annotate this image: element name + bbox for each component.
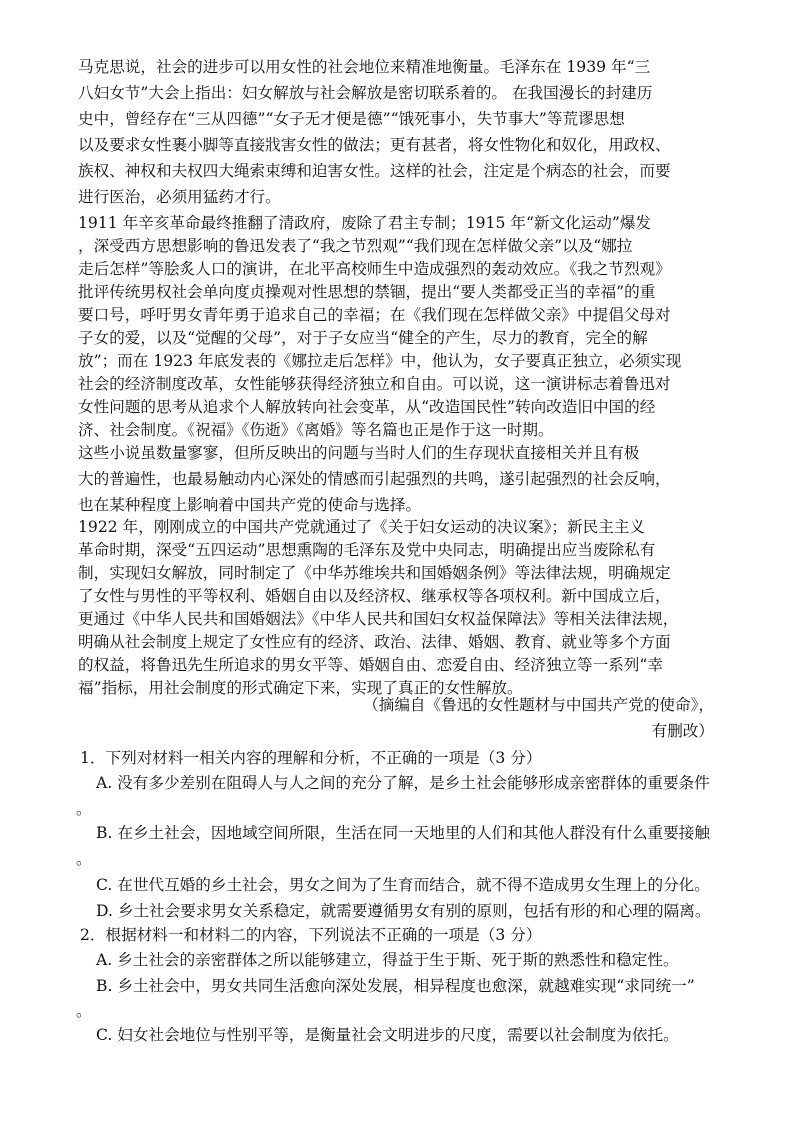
question-2: [80, 922, 720, 948]
option-b: B. 乡土社会中，男女共同生活愈向深处发展，相异程度也愈深，就越难实现“求同统一”: [96, 977, 695, 995]
text-line: 1922 年，刚刚成立的中国共产党就通过了《关于妇女运动的决议案》；新民主主义: [78, 518, 646, 536]
text-line: 子女的爱，以及“觉醒的父母”，对于子女应当“健全的产生，尽力的教育，完全的解: [78, 329, 648, 347]
question-1: [80, 745, 720, 771]
paragraph-2: [78, 212, 718, 442]
text-line: 明确从社会制度上规定了女性应有的经济、政治、法律、婚姻、教育、就业等多个方面: [78, 633, 671, 651]
text-line: 进行医治，必须用猛药才行。: [78, 188, 281, 206]
option-a-continuation: [76, 796, 716, 822]
option-a: A. 乡土社会的亲密群体之所以能够建立，得益于生于斯、死于斯的熟悉性和稳定性。: [96, 951, 679, 969]
text-line: 以及要求女性裹小脚等直接戕害女性的做法；更有甚者，将女性物化和奴化，用政权、: [78, 136, 671, 154]
text-line: 史中，曾经存在“三从四德”“女子无才便是德”“饿死事小，失节事大”等荒谬思想: [78, 110, 625, 128]
source-citation: [78, 692, 714, 744]
q2-option-c-wrap: [96, 1022, 720, 1048]
text-line: 济、社会制度。《祝福》《伤逝》《离婚》等名篇也正是作于这一时期。: [78, 421, 554, 439]
q2-option-b-wrap: [96, 973, 720, 999]
text-line: 制，实现妇女解放，同时制定了《中华苏维埃共和国婚姻条例》等法律法规，明确规定: [78, 564, 671, 582]
text-line: 。: [76, 1002, 92, 1020]
q2-option-b-continuation: [76, 998, 716, 1024]
text-line: 了女性与男性的平等权利、婚姻自由以及经济权、继承权等各项权利。新中国成立后，: [78, 587, 671, 605]
paragraph-3: [78, 440, 718, 518]
q2-option-a-wrap: [96, 947, 720, 973]
text-line: 大的普遍性，也最易触动内心深处的情感而引起强烈的共鸣，遂引起强烈的社会反响，: [78, 470, 671, 488]
question-stem: 1．下列对材料一相关内容的理解和分析，不正确的一项是（3 分）: [80, 749, 542, 767]
text-line: 更通过《中华人民共和国婚姻法》《中华人民共和国妇女权益保障法》等相关法律法规，: [78, 610, 679, 628]
question-1-options: [96, 770, 720, 796]
text-line: 也在某种程度上影响着中国共产党的使命与选择。: [78, 496, 422, 514]
text-line: ，深受西方思想影响的鲁迅发表了“我之节烈观”“我们现在怎样做父亲”以及“娜拉: [78, 237, 633, 255]
text-line: 批评传统男权社会单向度贞操观对性思想的禁锢，提出“要人类都受正当的幸福”的重: [78, 283, 656, 301]
option-b: B. 在乡土社会，因地域空间所限，生活在同一天地里的人们和其他人群没有什么重要接触: [96, 824, 710, 842]
option-a: A. 没有多少差别在阻碍人与人之间的充分了解，是乡土社会能够形成亲密群体的重要条件: [96, 774, 710, 792]
text-line: 的权益，将鲁迅先生所追求的男女平等、婚姻自由、恋爱自由、经济独立等一系列“幸: [78, 656, 663, 674]
citation-line: （摘编自《鲁迅的女性题材与中国共产党的使命》，: [363, 696, 714, 714]
option-b-continuation: [76, 846, 716, 872]
text-line: 福”指标，用社会制度的形式确定下来，实现了真正的女性解放。: [78, 679, 523, 697]
option-d-wrap: [96, 898, 720, 924]
text-line: 女性问题的思考从追求个人解放转向社会变革，从“改造国民性”转向改造旧中国的经: [78, 398, 656, 416]
text-line: 放”；而在 1923 年底发表的《娜拉走后怎样》中，他认为，女子要真正独立，必须实现: [78, 352, 682, 370]
paragraph-1: [78, 54, 718, 210]
text-line: 马克思说，社会的进步可以用女性的社会地位来精准地衡量。毛泽东在 1939 年“三: [78, 58, 651, 76]
text-line: 社会的经济制度改革，女性能够获得经济独立和自由。可以说，这一演讲标志着鲁迅对: [78, 375, 671, 393]
text-line: 这些小说虽数量寥寥，但所反映出的问题与当时人们的生存现状直接相关并且有极: [78, 444, 640, 462]
text-line: 要口号，呼吁男女青年勇于追求自己的幸福；在《我们现在怎样做父亲》中提倡父母对: [78, 306, 671, 324]
option-c: C. 妇女社会地位与性别平等，是衡量社会文明进步的尺度，需要以社会制度为依托。: [96, 1026, 679, 1044]
option-b-wrap: [96, 820, 720, 846]
text-line: 。: [76, 800, 92, 818]
text-line: 1911 年辛亥革命最终推翻了清政府，废除了君主专制；1915 年“新文化运动”爆发: [78, 214, 652, 232]
text-line: 族权、神权和夫权四大绳索束缚和迫害女性。这样的社会，注定是个病态的社会，而要: [78, 162, 671, 180]
paragraph-4: [78, 516, 718, 700]
option-d: D. 乡土社会要求男女关系稳定，就需要遵循男女有别的原则，包括有形的和心理的隔离。: [96, 902, 711, 920]
option-c: C. 在世代互婚的乡土社会，男女之间为了生育而结合，就不得不造成男女生理上的分化。: [96, 876, 710, 894]
citation-line: 有删改）: [651, 722, 714, 740]
text-line: 。: [76, 850, 92, 868]
option-c-wrap: [96, 872, 720, 898]
question-stem: 2．根据材料一和材料二的内容，下列说法不正确的一项是（3 分）: [80, 926, 542, 944]
text-line: 八妇女节”大会上指出：妇女解放与社会解放是密切联系着的。 在我国漫长的封建历: [78, 84, 653, 102]
text-line: 走后怎样”等脍炙人口的演讲，在北平高校师生中造成强烈的轰动效应。《我之节烈观》: [78, 260, 671, 278]
text-line: 革命时期，深受“五四运动”思想熏陶的毛泽东及党中央同志，明确提出应当废除私有: [78, 541, 656, 559]
